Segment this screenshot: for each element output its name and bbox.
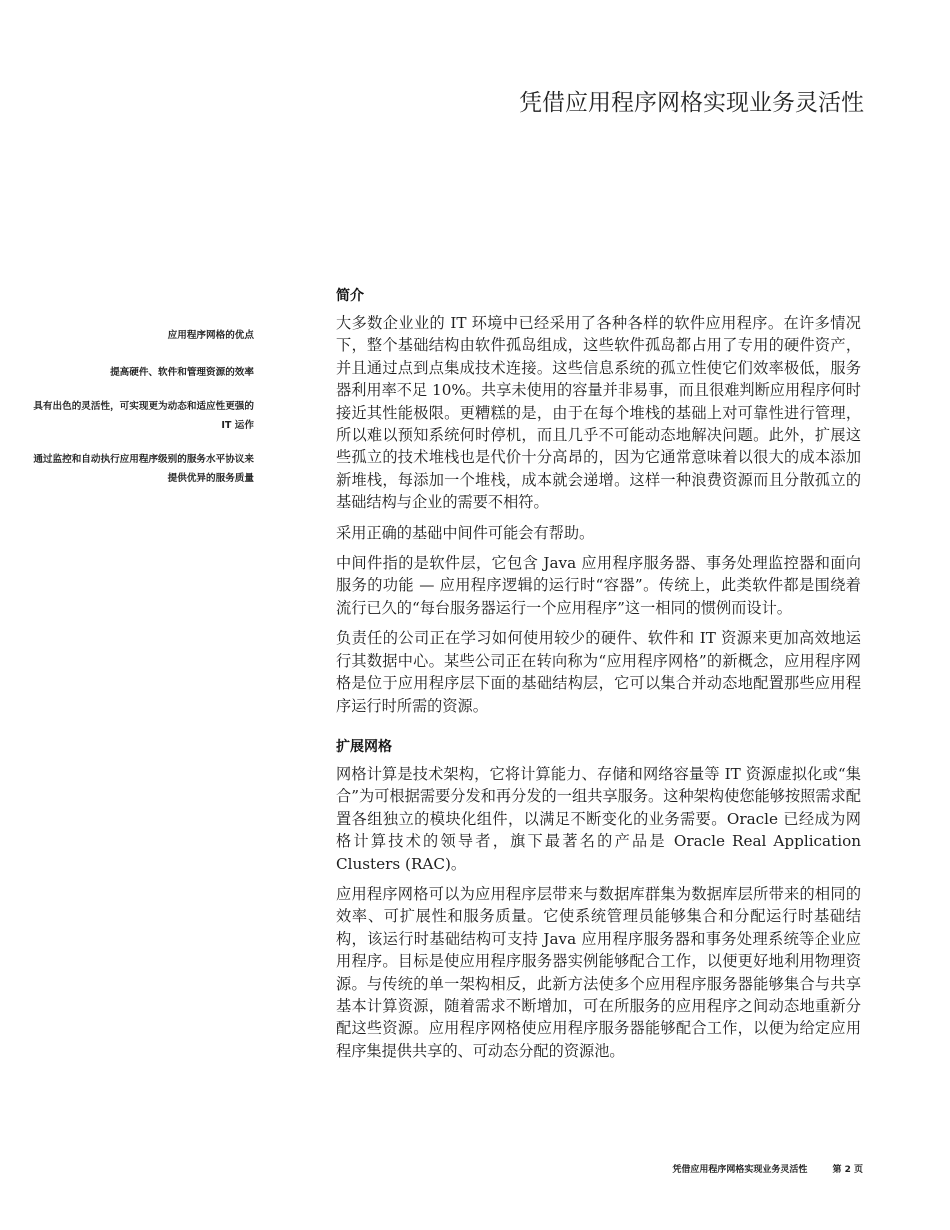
sidebar-benefit-flexibility: 具有出色的灵活性，可实现更为动态和适应性更强的 IT 运作 (33, 401, 254, 431)
section-spacer (336, 725, 861, 737)
sidebar-benefit-efficiency: 提高硬件、软件和管理资源的效率 (110, 367, 254, 378)
paragraph: 应用程序网格可以为应用程序层带来与数据库群集为数据库层所带来的相同的效率、可扩展性和服务质量。它使系统管理员能够集合和分配运行时基础结构，该运行时基础结构可支持 Java 应用程序服务器和事务处理系统等企业应用程序。目标是使应用程序服务器实例能够配合工作，以便更好地利用物理资源。与传统的单一架构相反，此新方法使多个应用程序服务器能够集合与共享基本计算资源，随着需求不断增加，可在所服务的应用程序之间动态地重新分配这些资源。应用程序网格使应用程序服务器能够配合工作，以便为给定应用程序集提供共享的、可动态分配的资源池。 (336, 884, 861, 1060)
paragraph: 中间件指的是软件层，它包含 Java 应用程序服务器、事务处理监控器和面向服务的功能 — 应用程序逻辑的运行时“容器”。传统上，此类软件都是围绕着流行已久的“每台服务器运行一个应用程序”这一相同的惯例而设计。 (336, 554, 861, 617)
page-footer (672, 1162, 863, 1175)
section-introduction (336, 286, 861, 717)
paragraph: 采用正确的基础中间件可能会有帮助。 (336, 523, 595, 542)
main-content (336, 286, 861, 1070)
footer-title: 凭借应用程序网格实现业务灵活性 (672, 1165, 808, 1175)
page-number: 第 2 页 (832, 1165, 863, 1175)
section-extending-grid (336, 737, 861, 1062)
paragraph: 网格计算是技术架构，它将计算能力、存储和网络容量等 IT 资源虚拟化或“集合”为可根据需要分发和再分发的一组共享服务。这种架构使您能够按照需求配置各组独立的模块化组件，以满足不断变化的业务需要。Oracle 已经成为网格计算技术的领导者，旗下最著名的产品是 Oracle Real Application Clusters (RAC)。 (336, 764, 861, 873)
paragraph: 负责任的公司正在学习如何使用较少的硬件、软件和 IT 资源来更加高效地运行其数据中心。某些公司正在转向称为“应用程序网格”的新概念，应用程序网格是位于应用程序层下面的基础结构层，它可以集合并动态地配置那些应用程序运行时所需的资源。 (336, 629, 861, 715)
section-heading: 扩展网格 (336, 738, 392, 755)
sidebar-heading: 应用程序网格的优点 (167, 330, 254, 341)
section-heading: 简介 (336, 288, 364, 304)
document-title: 凭借应用程序网格实现业务灵活性 (519, 90, 864, 116)
paragraph: 大多数企业业的 IT 环境中已经采用了各种各样的软件应用程序。在许多情况下，整个基础结构由软件孤岛组成，这些软件孤岛都占用了专用的硬件资产，并且通过点到点集成技术连接。这些信息系统的孤立性使它们效率极低，服务器利用率不足 10%。共享未使用的容量并非易事，而且很难判断应用程序何时接近其性能极限。更糟糕的是，由于在每个堆栈的基础上对可靠性进行管理，所以难以预知系统何时停机，而且几乎不可能动态地解决问题。此外，扩展这些孤立的技术堆栈也是代价十分高昂的，因为它通常意味着以很大的成本添加新堆栈，每添加一个堆栈，成本就会递增。这样一种浪费资源而且分散孤立的基础结构与企业的需要不相符。 (336, 314, 861, 512)
sidebar-benefit-quality: 通过监控和自动执行应用程序级别的服务水平协议来提供优异的服务质量 (33, 454, 254, 484)
benefits-sidebar (30, 326, 254, 503)
